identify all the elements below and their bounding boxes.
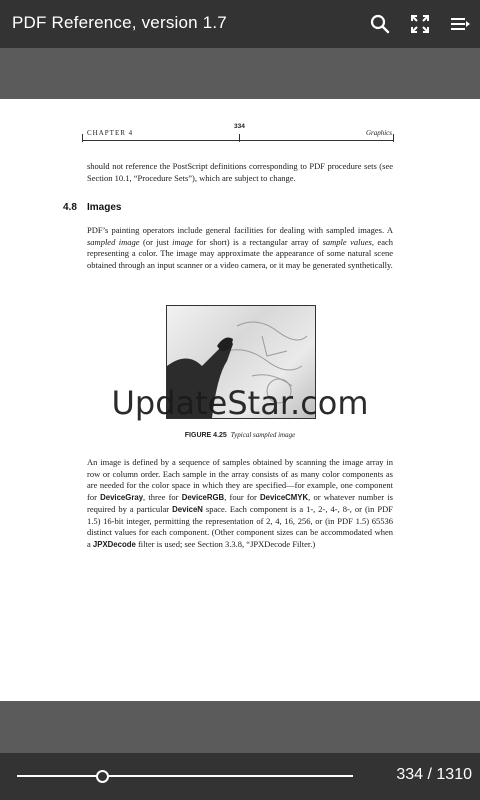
- page-counter: 334 / 1310: [396, 766, 472, 783]
- search-button[interactable]: [368, 12, 392, 36]
- running-head-page-number: 334: [234, 123, 245, 130]
- section-title: Images: [87, 202, 122, 213]
- images-paragraph-1: PDF’s painting operators include general facilities for dealing with sampled images. A sampled image (or just image for short) is a rectangular array of sample values, each representing a color. The image may approximate the appearance of some natural scene obtained through an input scanner or a video camera, or it may be generated synthetically.: [87, 225, 393, 271]
- document-title: PDF Reference, version 1.7: [12, 13, 227, 32]
- viewer-background-top: [0, 48, 480, 99]
- figure-caption: [0, 431, 480, 439]
- outline-menu-icon: [448, 12, 472, 36]
- fullscreen-button[interactable]: [408, 12, 432, 36]
- figure-label: FIGURE 4.25: [184, 432, 227, 439]
- pdf-page[interactable]: [0, 99, 480, 701]
- fullscreen-icon: [408, 12, 432, 36]
- running-head-chapter: CHAPTER 4: [87, 129, 134, 137]
- page-slider-track[interactable]: [17, 775, 353, 777]
- page-slider-thumb[interactable]: [96, 770, 109, 783]
- figure-caption-text: Typical sampled image: [230, 431, 296, 439]
- running-head: [82, 123, 394, 141]
- section-heading: [63, 202, 121, 213]
- running-head-section: Graphics: [365, 129, 392, 137]
- search-icon: [368, 12, 392, 36]
- watermark-text: UpdateStar.com: [111, 384, 369, 422]
- section-number: 4.8: [63, 202, 77, 213]
- images-paragraph-2: An image is defined by a sequence of samples obtained by scanning the image array in row or column order. Each sample in the array consists of as many color components as are needed for the color space in which they are specified—for example, one component for DeviceGray, three for DeviceRGB, four for DeviceCMYK, or whatever number is required by a particular DeviceN space. Each component is a 1-, 2-, 4-, 8-, or (in PDF 1.5) 16-bit integer, permitting the representation of 2, 4, 16, 256, or (in PDF 1.5) 65536 distinct values for each component. (Other component sizes can be accommodated when a JPXDecode filter is used; see Section 3.3.8, “JPXDecode Filter.): [87, 457, 394, 549]
- outline-menu-button[interactable]: [448, 12, 472, 36]
- intro-paragraph: should not reference the PostScript definitions corresponding to PDF procedure sets (see Section 10.1, “Procedure Sets”), which are subject to change.: [87, 161, 393, 183]
- app-bar: [0, 0, 480, 48]
- viewer-background-bottom: [0, 701, 480, 753]
